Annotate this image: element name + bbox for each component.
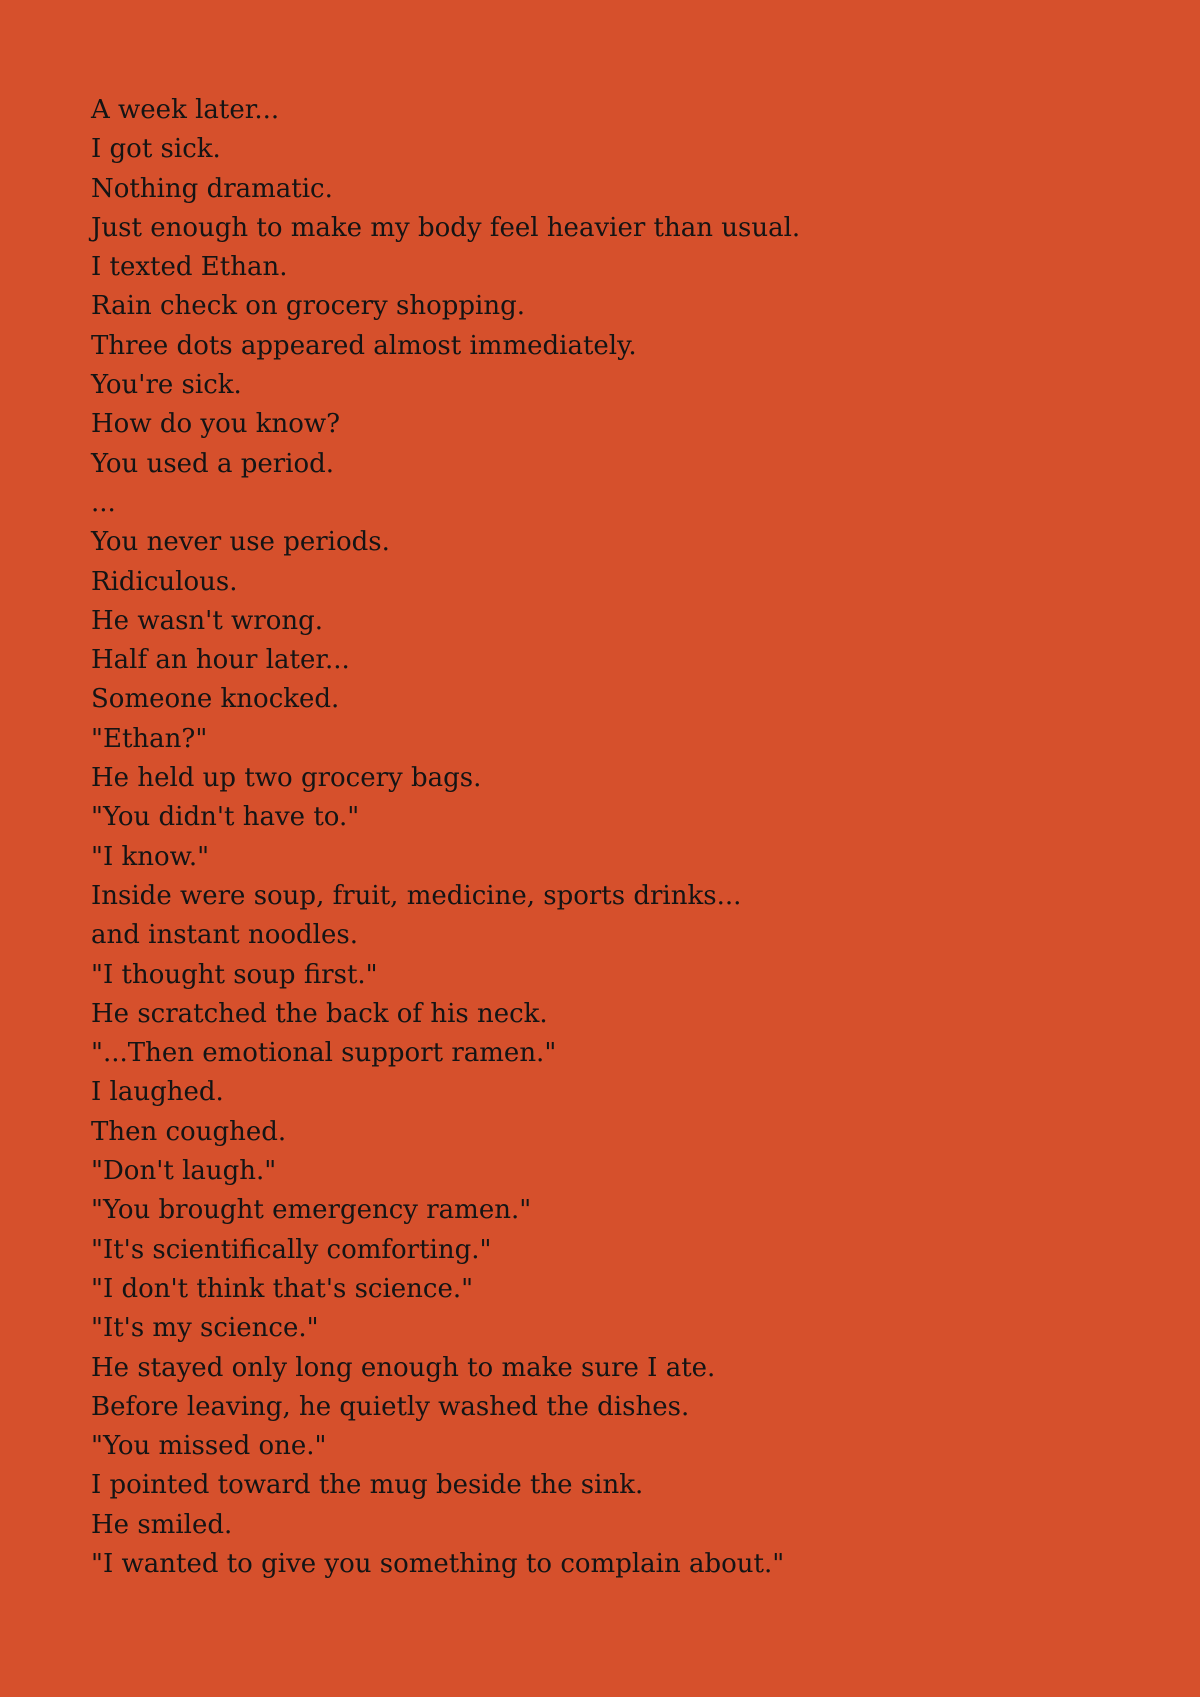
story-text (91, 91, 1111, 1584)
story-line: "Ethan?" (91, 723, 208, 754)
story-line: He held up two grocery bags. (91, 763, 482, 794)
story-line: "I wanted to give you something to complain about." (91, 1548, 785, 1579)
story-line: Before leaving, he quietly washed the dishes. (91, 1391, 690, 1422)
story-line: Rain check on grocery shopping. (91, 291, 525, 322)
story-line: You're sick. (91, 370, 242, 401)
story-line: He scratched the back of his neck. (91, 998, 548, 1029)
story-line: He smiled. (91, 1509, 233, 1540)
story-line: I texted Ethan. (91, 252, 288, 283)
story-line: Someone knocked. (91, 684, 340, 715)
story-line: I laughed. (91, 1077, 224, 1108)
story-line: He wasn't wrong. (91, 605, 324, 636)
story-line: You used a period. (91, 448, 335, 479)
story-line: I pointed toward the mug beside the sink. (91, 1470, 644, 1501)
story-line: A week later... (91, 95, 280, 125)
story-line: and instant noodles. (91, 920, 358, 951)
story-line: Three dots appeared almost immediately. (91, 330, 637, 361)
story-line: "I don't think that's science." (91, 1273, 474, 1304)
story-line: I got sick. (91, 134, 221, 165)
story-line: "It's my science." (91, 1313, 319, 1344)
story-line: Just enough to make my body feel heavier than usual. (91, 212, 801, 243)
story-line: Nothing dramatic. (91, 173, 333, 204)
story-line: ... (91, 487, 116, 518)
story-line: "You brought emergency ramen." (91, 1195, 532, 1226)
story-line: Half an hour later... (91, 645, 350, 676)
story-line: "Don't laugh." (91, 1156, 277, 1187)
story-line: "You missed one." (91, 1431, 327, 1462)
story-line: "It's scientifically comforting." (91, 1234, 492, 1265)
story-line: You never use periods. (91, 527, 390, 558)
story-line: Ridiculous. (91, 566, 238, 597)
story-line: Then coughed. (91, 1116, 287, 1147)
story-line: How do you know? (91, 409, 341, 440)
story-line: "I thought soup first." (91, 959, 378, 990)
story-line: "...Then emotional support ramen." (91, 1038, 557, 1069)
story-line: "I know." (91, 841, 210, 872)
story-line: He stayed only long enough to make sure I ate. (91, 1352, 716, 1383)
story-line: Inside were soup, fruit, medicine, sports drinks... (91, 880, 742, 911)
story-line: "You didn't have to." (91, 802, 360, 833)
